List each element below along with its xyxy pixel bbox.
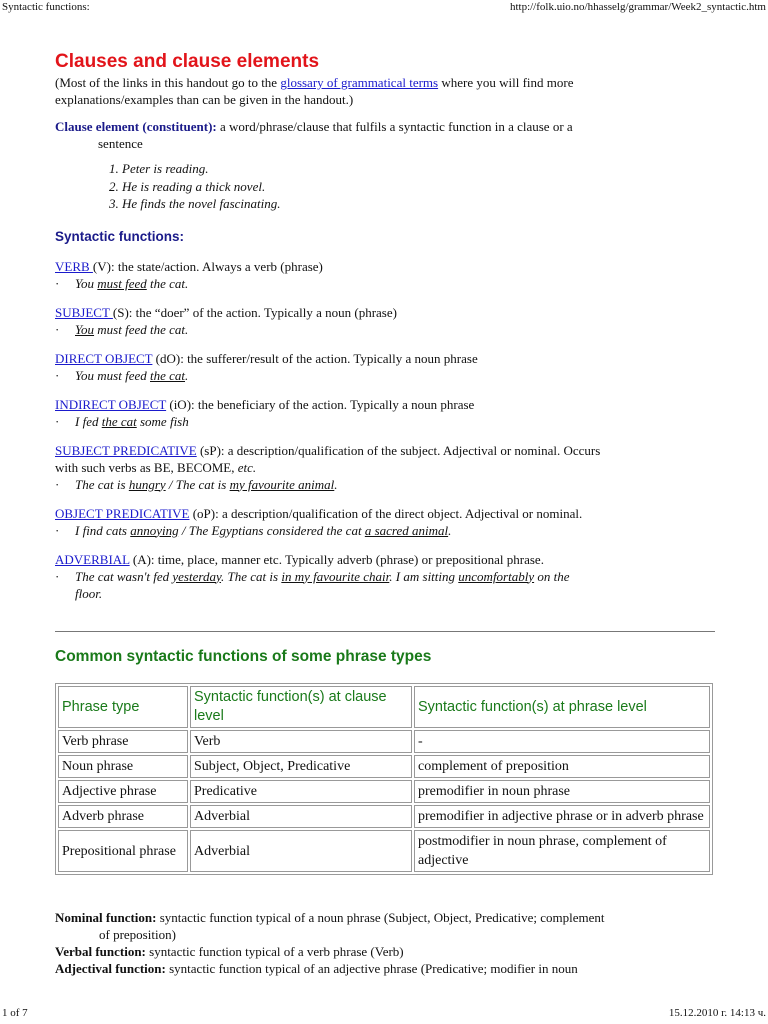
table-cell: Subject, Object, Predicative [190,755,412,778]
column-header: Syntactic function(s) at phrase level [414,686,710,728]
function-verb: VERB (V): the state/action. Always a verb (phrase) · You must feed the cat. [55,258,715,292]
function-subject-predicative: SUBJECT PREDICATIVE (sP): a description/qualification of the subject. Adjectival or nominal. Occurs with such verbs as BE, BECOME, etc. · The cat is hungry / The cat is my favourite animal. [55,442,715,493]
table-cell: Noun phrase [58,755,188,778]
main-content [55,50,715,614]
table-cell: - [414,730,710,753]
page-number: 1 of 7 [2,1007,28,1019]
table-row [58,830,710,872]
definition-term: Clause element (constituent): [55,119,217,134]
clause-element-definition: Clause element (constituent): a word/phrase/clause that fulfils a syntactic function in a clause or a sentence [55,119,573,151]
column-header: Phrase type [58,686,188,728]
print-footer [0,1006,768,1022]
table-cell: Prepositional phrase [58,830,188,872]
object-predicative-link[interactable]: OBJECT PREDICATIVE [55,505,190,521]
example-verb: · You must feed the cat. [55,275,715,292]
intro-text: (Most of the links in this handout go to the glossary of grammatical terms where you will find more explanations/examples than can be given in the handout.) [55,75,574,107]
list-item: 2. He is reading a thick novel. [122,178,715,196]
example-list [55,160,715,213]
function-adverbial: ADVERBIAL (A): time, place, manner etc. Typically adverb (phrase) or prepositional phrase. · The cat wasn't fed yesterday. The cat is in my favourite chair. I am sitting uncomfortably on the floor. [55,551,715,602]
table-cell: Verb [190,730,412,753]
table-cell: premodifier in noun phrase [414,780,710,803]
table-row [58,730,710,753]
function-direct-object: DIRECT OBJECT (dO): the sufferer/result of the action. Typically a noun phrase · You must feed the cat. [55,350,715,384]
example-subject: · You must feed the cat. [55,321,715,338]
table-row [58,805,710,828]
verb-link[interactable]: VERB [55,258,93,274]
function-notes [55,909,720,977]
table-cell: postmodifier in noun phrase, complement of adjective [414,830,710,872]
subject-link[interactable]: SUBJECT [55,304,113,320]
example-direct-object: · You must feed the cat. [55,367,715,384]
note-verbal: Verbal function: syntactic function typical of a verb phrase (Verb) [55,944,404,959]
subject-predicative-link[interactable]: SUBJECT PREDICATIVE [55,442,197,458]
table-cell: complement of preposition [414,755,710,778]
table-row [58,755,710,778]
table-cell: Predicative [190,780,412,803]
page-title: Clauses and clause elements [55,51,320,72]
example-adverbial: · The cat wasn't fed yesterday. The cat is in my favourite chair. I am sitting uncomfortably on the floor. [55,568,715,602]
table-cell: Adjective phrase [58,780,188,803]
column-header: Syntactic function(s) at clause level [190,686,412,728]
print-datetime: 15.12.2010 г. 14:13 ч. [668,1007,766,1019]
phrase-types-table [55,683,713,875]
function-indirect-object: INDIRECT OBJECT (iO): the beneficiary of the action. Typically a noun phrase · I fed the cat some fish [55,396,715,430]
print-header [0,0,768,16]
example-object-predicative: · I find cats annoying / The Egyptians considered the cat a sacred animal. [55,522,715,539]
table-cell: Adverbial [190,805,412,828]
page-url: http://folk.uio.no/hhasselg/grammar/Week2_syntactic.htm [509,1,766,13]
table-header-row [58,686,710,728]
table-cell: Adverb phrase [58,805,188,828]
page-title-header: Syntactic functions: [2,1,90,13]
divider [55,631,715,632]
note-nominal: Nominal function: syntactic function typical of a noun phrase (Subject, Object, Predicative; complement of preposition) [55,910,605,942]
table-cell: Adverbial [190,830,412,872]
direct-object-link[interactable]: DIRECT OBJECT [55,350,153,366]
indirect-object-link[interactable]: INDIRECT OBJECT [55,396,167,412]
table-heading: Common syntactic functions of some phrase types [55,648,432,665]
list-item: 1. Peter is reading. [122,160,715,178]
table-cell: premodifier in adjective phrase or in adverb phrase [414,805,710,828]
function-subject: SUBJECT (S): the “doer” of the action. Typically a noun (phrase) · You must feed the cat. [55,304,715,338]
table-cell: Verb phrase [58,730,188,753]
glossary-link[interactable]: glossary of grammatical terms [280,75,439,90]
list-item: 3. He finds the novel fascinating. [122,195,715,213]
functions-heading: Syntactic functions: [55,228,185,244]
adverbial-link[interactable]: ADVERBIAL [55,551,130,567]
note-adjectival: Adjectival function: syntactic function typical of an adjective phrase (Predicative; modifier in noun [55,961,578,976]
example-subject-predicative: · The cat is hungry / The cat is my favourite animal. [55,476,715,493]
table-row [58,780,710,803]
example-indirect-object: · I fed the cat some fish [55,413,715,430]
function-object-predicative: OBJECT PREDICATIVE (oP): a description/qualification of the direct object. Adjectival or nominal. · I find cats annoying / The Egyptians considered the cat a sacred animal. [55,505,715,539]
